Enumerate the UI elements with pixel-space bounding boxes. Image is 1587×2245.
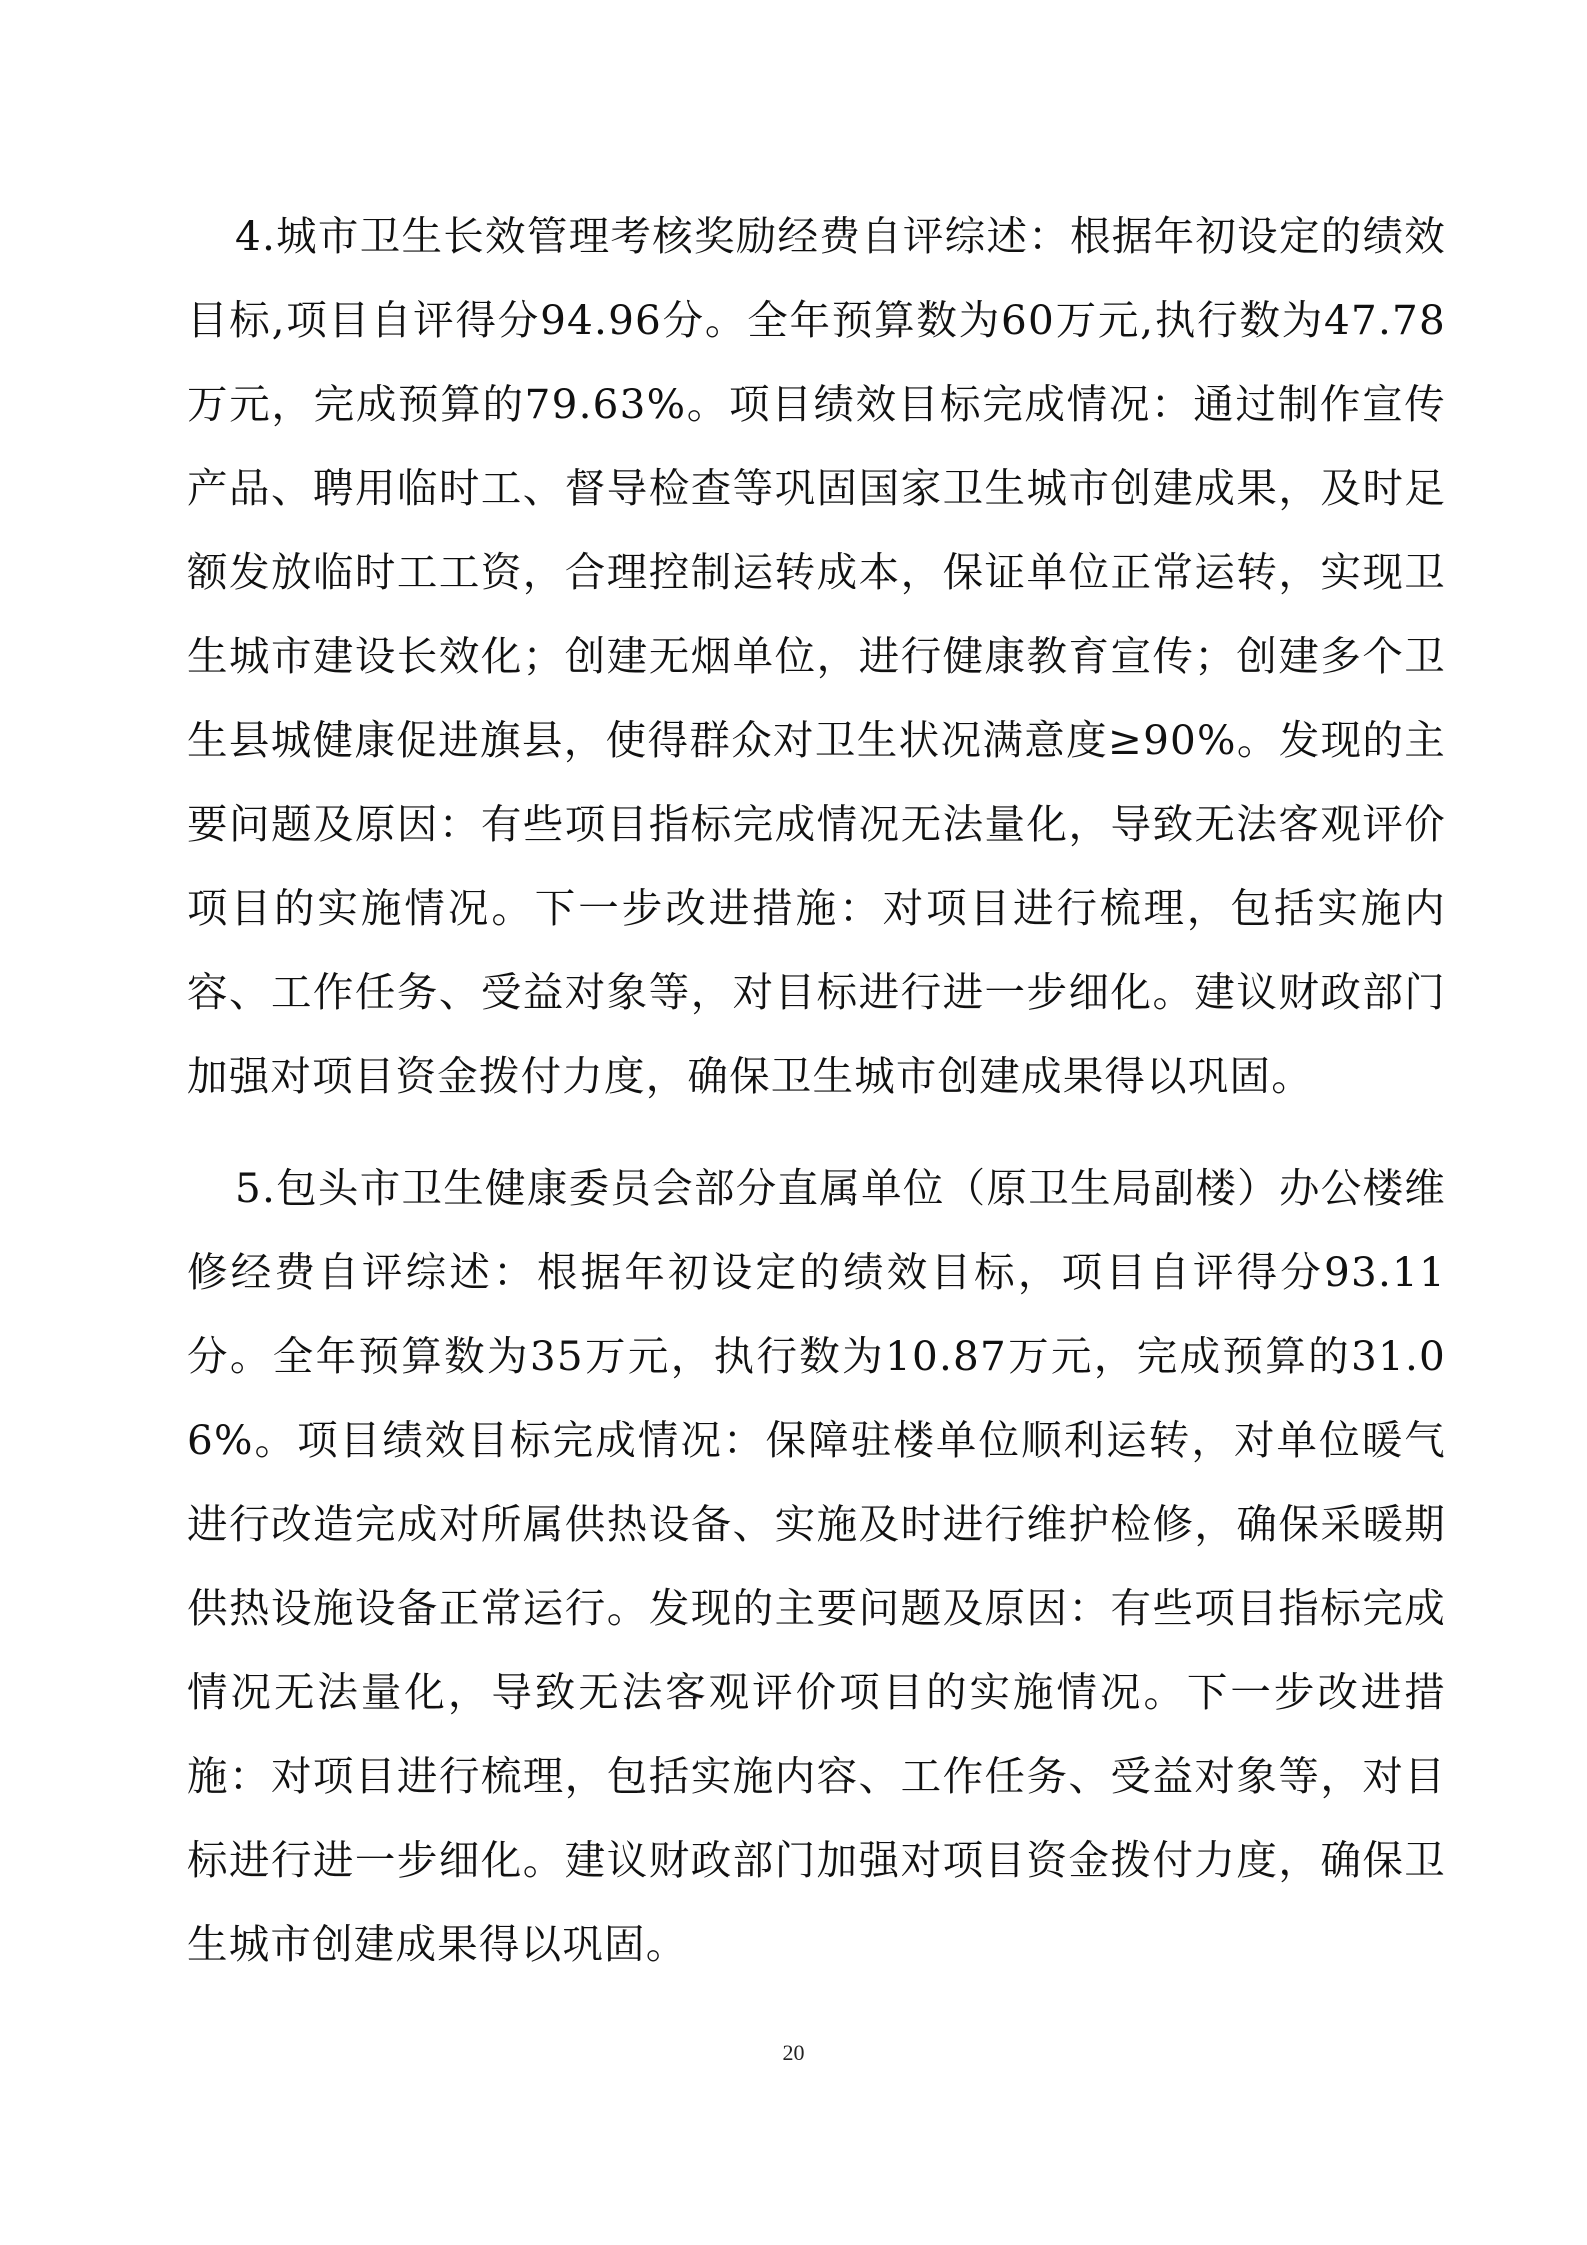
paragraph-item-4-urban-sanitance-review: 4.城市卫生长效管理考核奖励经费自评综述：根据年初设定的绩效目标,项目自评得分94.96分。全年预算数为60万元,执行数为47.78万元，完成预算的79.63%。项目绩效目标完成情况：通过制作宣传产品、聘用临时工、督导检查等巩固国家卫生城市创建成果，及时足额发放临时工工资，合理控制运转成本，保证单位正常运转，实现卫生城市建设长效化；创建无烟单位，进行健康教育宣传；创建多个卫生县城健康促进旗县，使得群众对卫生状况满意度≥90%。发现的主要问题及原因：有些项目指标完成情况无法量化，导致无法客观评价项目的实施情况。下一步改进措施：对项目进行梳理，包括实施内容、工作任务、受益对象等，对目标进行进一步细化。建议财政部门加强对项目资金拨付力度，确保卫生城市创建成果得以巩固。	[187, 212, 1446, 1100]
page-number: 20	[782, 2040, 805, 2065]
paragraph-item-5-office-building-repair-review: 5.包头市卫生健康委员会部分直属单位（原卫生局副楼）办公楼维修经费自评综述：根据年初设定的绩效目标，项目自评得分93.11分。全年预算数为35万元，执行数为10.87万元，完成预算的31.06%。项目绩效目标完成情况：保障驻楼单位顺利运转，对单位暖气进行改造完成对所属供热设备、实施及时进行维护检修，确保采暖期供热设施设备正常运行。发现的主要问题及原因：有些项目指标完成情况无法量化，导致无法客观评价项目的实施情况。下一步改进措施：对项目进行梳理，包括实施内容、工作任务、受益对象等，对目标进行进一步细化。建议财政部门加强对项目资金拨付力度，确保卫生城市创建成果得以巩固。	[187, 1164, 1446, 1968]
